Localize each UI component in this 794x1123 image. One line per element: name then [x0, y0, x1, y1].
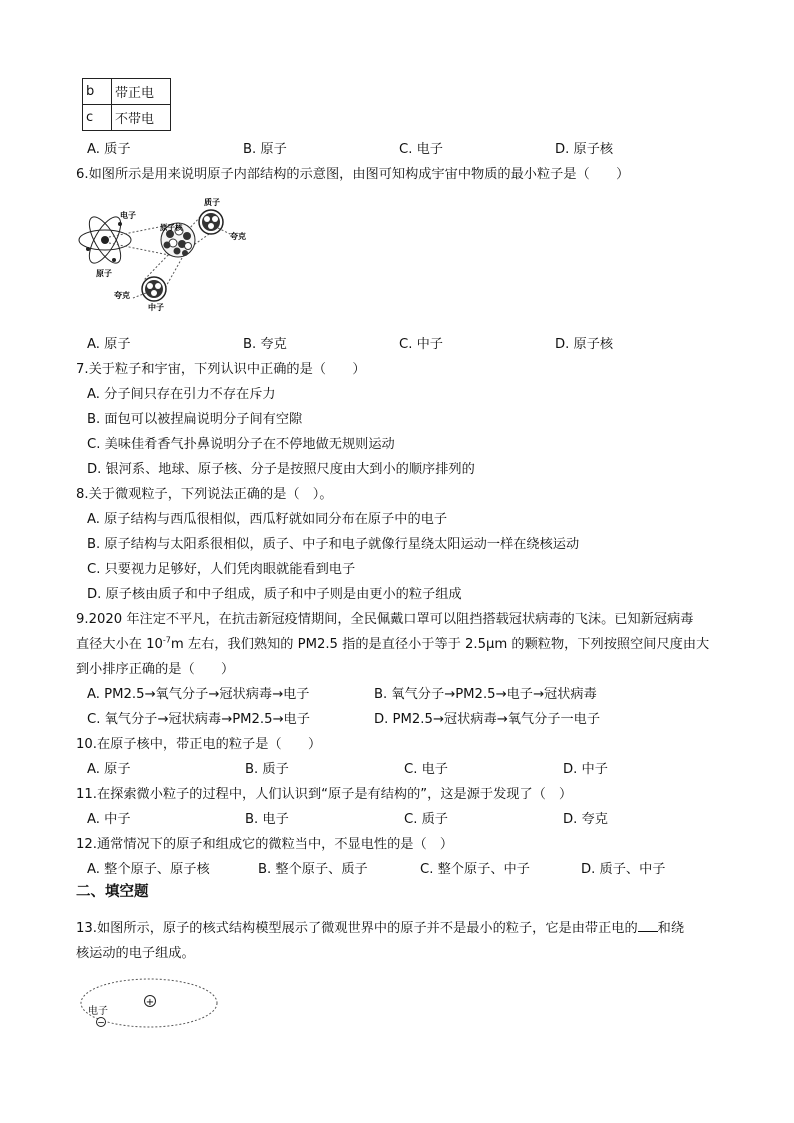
q12-option-a[interactable]: A. 整个原子、原子核: [87, 862, 210, 877]
table-row: [83, 79, 171, 105]
q9-option-a[interactable]: A. PM2.5→氧气分子→冠状病毒→电子: [87, 687, 310, 702]
q6-text: 6.如图所示是用来说明原子内部结构的示意图，由图可知构成宇宙中物质的最小粒子是（ ）: [76, 167, 630, 182]
q6-option-b[interactable]: B. 夸克: [243, 337, 287, 352]
q12-text: 12.通常情况下的原子和组成它的微粒当中，不显电性的是（ ）: [76, 837, 454, 852]
q7-option-b[interactable]: B. 面包可以被捏扁说明分子间有空隙: [87, 412, 303, 427]
neutron-diagram: [142, 277, 166, 301]
q6-option-c[interactable]: C. 中子: [399, 337, 443, 352]
label-atom: 原子: [96, 269, 112, 278]
nucleus-plus-sign: +: [145, 997, 155, 1008]
table-row: [83, 105, 171, 131]
q11-option-b[interactable]: B. 电子: [245, 812, 289, 827]
q9-line2-sup: -7: [162, 635, 171, 645]
q11-text: 11.在探索微小粒子的过程中，人们认识到“原子是有结构的”，这是源于发现了（ ）: [76, 787, 573, 802]
q10-text: 10.在原子核中，带正电的粒子是（ ）: [76, 737, 322, 752]
q11-option-a[interactable]: A. 中子: [87, 812, 131, 827]
q7-option-d[interactable]: D. 银河系、地球、原子核、分子是按照尺度由大到小的顺序排列的: [87, 462, 475, 477]
table-cell-value: 不带电: [112, 105, 171, 131]
q5-option-c[interactable]: C. 电子: [399, 142, 443, 157]
q8-text: 8.关于微观粒子，下列说法正确的是（ ）。: [76, 487, 333, 502]
section-title-fill-blank: 二、填空题: [76, 884, 149, 900]
q8-option-c[interactable]: C. 只要视力足够好，人们凭肉眼就能看到电子: [87, 562, 356, 577]
q8-option-d[interactable]: D. 原子核由质子和中子组成，质子和中子则是由更小的粒子组成: [87, 587, 462, 602]
charge-table: [82, 78, 171, 131]
q11-option-d[interactable]: D. 夸克: [563, 812, 608, 827]
label-neutron: 中子: [148, 303, 164, 312]
atom-diagram: [79, 212, 131, 267]
q12-option-c[interactable]: C. 整个原子、中子: [420, 862, 530, 877]
q9-line1: 9.2020 年注定不平凡，在抗击新冠疫情期间，全民佩戴口罩可以阻挡搭载冠状病毒的飞沫。已知新冠病毒: [76, 612, 694, 627]
q9-option-b[interactable]: B. 氧气分子→PM2.5→电子→冠状病毒: [374, 687, 597, 702]
q11-option-c[interactable]: C. 质子: [404, 812, 448, 827]
q9-option-c[interactable]: C. 氧气分子→冠状病毒→PM2.5→电子: [87, 712, 310, 727]
q9-line3: 到小排序正确的是（ ）: [76, 662, 235, 677]
q13-line1: [76, 917, 684, 936]
q13-line2: 核运动的电子组成。: [76, 946, 195, 961]
q6-option-d[interactable]: D. 原子核: [555, 337, 614, 352]
q10-option-d[interactable]: D. 中子: [563, 762, 608, 777]
q12-option-d[interactable]: D. 质子、中子: [581, 862, 666, 877]
q7-text: 7.关于粒子和宇宙，下列认识中正确的是（ ）: [76, 362, 366, 377]
q9-line2-b: m 左右，我们熟知的 PM2.5 指的是直径小于等于 2.5μm 的颗粒物，下列按照空间尺度由大: [170, 637, 710, 652]
q7-option-a[interactable]: A. 分子间只存在引力不存在斥力: [87, 387, 276, 402]
proton-diagram: [199, 210, 223, 234]
q5-option-d[interactable]: D. 原子核: [555, 142, 614, 157]
nuclear-model-figure: [78, 975, 223, 1035]
q10-option-c[interactable]: C. 电子: [404, 762, 448, 777]
q9-line2: [76, 633, 709, 652]
q5-option-a[interactable]: A. 质子: [87, 142, 131, 157]
q10-option-a[interactable]: A. 原子: [87, 762, 131, 777]
label-quark-bottom: 夸克: [114, 291, 130, 300]
label-quark-right: 夸克: [230, 232, 246, 241]
q6-option-a[interactable]: A. 原子: [87, 337, 131, 352]
q7-option-c[interactable]: C. 美味佳肴香气扑鼻说明分子在不停地做无规则运动: [87, 437, 395, 452]
table-cell-key: c: [83, 105, 112, 131]
electron-minus-sign: −: [97, 1018, 105, 1029]
q9-line2-a: 直径大小在 10: [76, 637, 163, 652]
q13-line1-a: 13.如图所示，原子的核式结构模型展示了微观世界中的原子并不是最小的粒子，它是由带正电的: [76, 921, 638, 936]
q13-line1-b: 和绕: [657, 921, 685, 936]
q12-option-b[interactable]: B. 整个原子、质子: [258, 862, 368, 877]
label-nucleus: 原子核: [160, 223, 183, 232]
label-proton: 质子: [204, 198, 220, 207]
q13-answer-blank[interactable]: [638, 919, 658, 932]
q8-option-b[interactable]: B. 原子结构与太阳系很相似，质子、中子和电子就像行星绕太阳运动一样在绕核运动: [87, 537, 580, 552]
table-cell-value: 带正电: [112, 79, 171, 105]
label-electron: 电子: [120, 211, 136, 220]
table-cell-key: b: [83, 79, 112, 105]
q9-option-d[interactable]: D. PM2.5→冠状病毒→氧气分子一电子: [374, 712, 601, 727]
q5-option-b[interactable]: B. 原子: [243, 142, 287, 157]
q8-option-a[interactable]: A. 原子结构与西瓜很相似，西瓜籽就如同分布在原子中的电子: [87, 512, 448, 527]
atom-structure-figure: [78, 194, 268, 314]
label-electron-model: 电子: [88, 1006, 108, 1017]
q10-option-b[interactable]: B. 质子: [245, 762, 289, 777]
